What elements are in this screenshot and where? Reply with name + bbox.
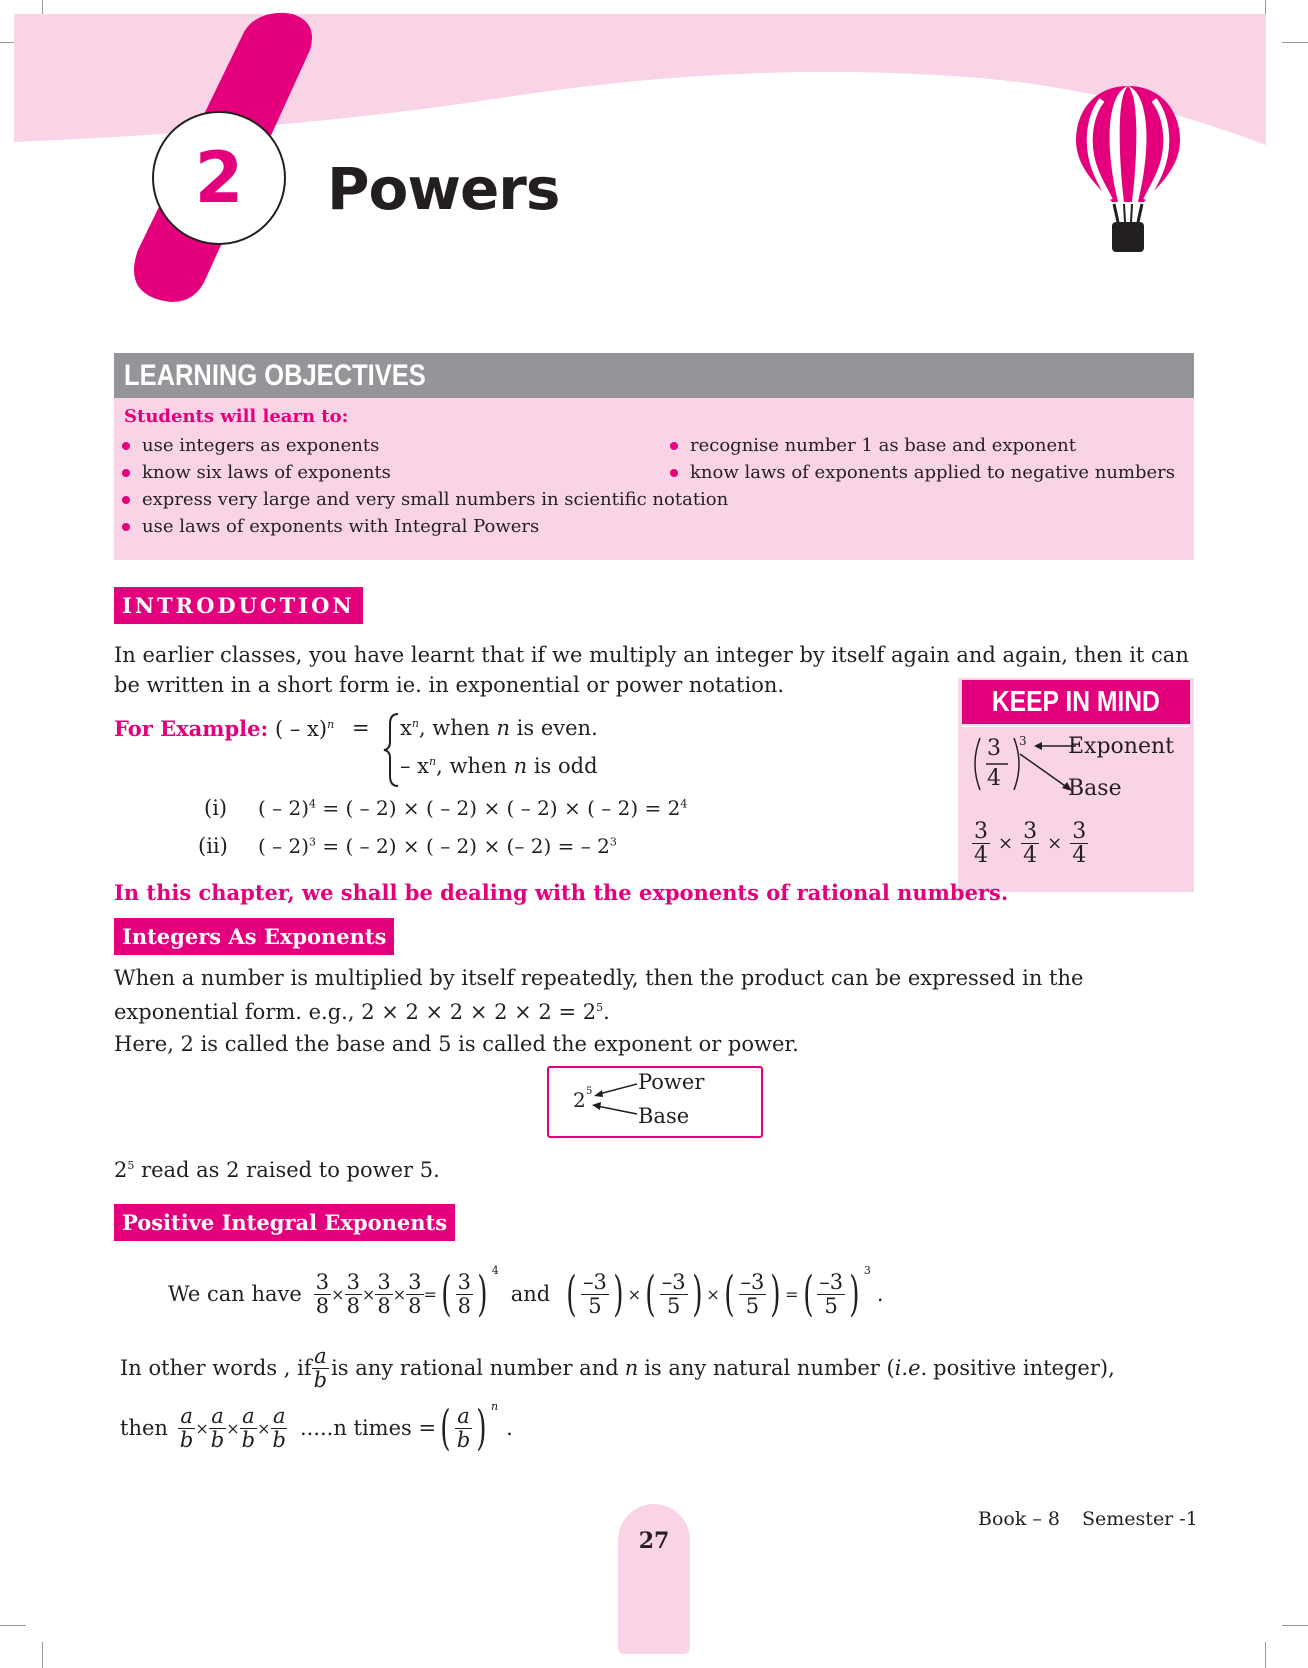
introduction-paragraph: In earlier classes, you have learnt that if we multiply an integer by itself again and again, then it can be written in a short form ie. in exponential or power notation. bbox=[114, 643, 1189, 697]
fraction: $\frac{3}{8}$ bbox=[377, 1270, 391, 1318]
example-ii: ( – 2)$^3$ = ( – 2) × ( – 2) × (– 2) = – $2^3$ bbox=[258, 834, 617, 858]
objectives-panel bbox=[114, 398, 1194, 560]
fraction: $\frac{3}{4}$ bbox=[1072, 819, 1087, 869]
we-can-have-row: We can have $\frac{3}{8}$ × $\frac{3}{8}$ × $\frac{3}{8}$ × $\frac{3}{8}$ = ( $\frac{3}{8}$ ) 4 and ( $\frac{-3}{5}$ ) × ( $\frac{-3}{5}$ ) × ( $\frac{-3}{5}$ ) = ( $\frac{-3}{5}$ ) 3 . bbox=[168, 1264, 884, 1322]
example-line: For Example: ( – x)$^n$ bbox=[114, 716, 335, 741]
bullet-icon bbox=[122, 442, 130, 450]
example-i-label: (i) bbox=[204, 796, 228, 820]
example-ii-label: (ii) bbox=[198, 834, 228, 858]
integers-paragraph: When a number is multiplied by itself repeatedly, then the product can be expressed in the exponential form. e.g., $2 \times 2 \times 2 \times 2 \times 2 = 2^5$. bbox=[114, 966, 1084, 1024]
kim-exponent-label: Exponent bbox=[1068, 734, 1174, 759]
fraction: $\frac{a}{b}$ bbox=[313, 1344, 328, 1392]
list-item: use integers as exponents bbox=[114, 432, 734, 459]
kim-base-label: Base bbox=[1068, 776, 1122, 801]
in-other-words-row: In other words , if $\frac{a}{b}$ is any rational number and n is any natural number ( i.e. positive integer), bbox=[120, 1344, 1115, 1392]
fraction: $\frac{3}{8}$ bbox=[408, 1270, 422, 1318]
box-base-number: 2 bbox=[573, 1088, 586, 1112]
list-item: recognise number 1 as base and exponent bbox=[662, 432, 1192, 459]
list-item: know six laws of exponents bbox=[114, 459, 734, 486]
fraction: $\frac{-3}{5}$ bbox=[583, 1270, 607, 1318]
fraction: $\frac{3}{8}$ bbox=[346, 1270, 360, 1318]
kim-product: $\frac{3}{4}$ × $\frac{3}{4}$ × $\frac{3}{4}$ bbox=[974, 819, 1087, 869]
kim-frac-num: 3 bbox=[987, 736, 1001, 761]
fraction: $\frac{-3}{5}$ bbox=[819, 1270, 844, 1318]
fraction: $\frac{a}{b}$ bbox=[210, 1404, 225, 1452]
page-number: 27 bbox=[638, 1528, 670, 1554]
bullet-icon bbox=[122, 523, 130, 531]
list-item: use laws of exponents with Integral Powers bbox=[114, 513, 734, 540]
case-odd: – $x^n$, when n is odd bbox=[400, 754, 598, 778]
chapter-number-circle bbox=[152, 111, 286, 245]
fraction: $\frac{3}{4}$ bbox=[974, 819, 988, 869]
brace bbox=[382, 712, 402, 788]
footer-book-label: Book – 8 Semester -1 bbox=[978, 1508, 1198, 1530]
keep-in-mind-box bbox=[958, 678, 1194, 892]
fraction: $\frac{3}{4}$ bbox=[1023, 819, 1038, 869]
example-i: ( – 2)$^4$ = ( – 2) × ( – 2) × ( – 2) × ( – $2) = 2^4$ bbox=[258, 796, 688, 820]
objectives-header-bar bbox=[114, 353, 1194, 398]
read-as-line: $2^5$ read as 2 raised to power 5. bbox=[114, 1158, 440, 1182]
chapter-number: 2 bbox=[194, 137, 244, 219]
keep-in-mind-header bbox=[962, 680, 1190, 724]
fraction: $\frac{a}{b}$ bbox=[456, 1404, 471, 1452]
kim-frac-den: 4 bbox=[987, 766, 1001, 791]
fraction: $\frac{3}{8}$ bbox=[315, 1270, 330, 1318]
fraction: $\frac{a}{b}$ bbox=[272, 1404, 286, 1452]
crop-mark bbox=[1282, 1625, 1308, 1626]
bullet-icon bbox=[670, 469, 678, 477]
keep-in-mind-heading: KEEP IN MIND bbox=[991, 685, 1161, 718]
box-exponent: 5 bbox=[586, 1086, 593, 1097]
equals-sign: = bbox=[352, 716, 370, 740]
fraction: $\frac{a}{b}$ bbox=[179, 1404, 194, 1452]
then-row: then $\frac{a}{b}$ × $\frac{a}{b}$ × $\frac{a}{b}$ × $\frac{a}{b}$ .....n times = ( $\frac{a}{b}$ ) n . bbox=[120, 1400, 513, 1456]
introduction-heading: INTRODUCTION bbox=[114, 587, 363, 624]
box-arrows bbox=[589, 1074, 639, 1124]
crop-mark bbox=[1265, 1642, 1266, 1668]
objectives-left-list bbox=[114, 432, 734, 540]
list-item: know laws of exponents applied to negative numbers bbox=[662, 459, 1192, 486]
fraction: $\frac{-3}{5}$ bbox=[740, 1270, 765, 1318]
list-item: express very large and very small numbers in scientific notation bbox=[114, 486, 734, 513]
box-base-label: Base bbox=[638, 1104, 690, 1128]
positive-heading: Positive Integral Exponents bbox=[114, 1204, 455, 1241]
fraction: $\frac{-3}{5}$ bbox=[661, 1270, 686, 1318]
objectives-right-list bbox=[662, 432, 1192, 486]
chapter-note: In this chapter, we shall be dealing with the exponents of rational numbers. bbox=[114, 880, 1009, 905]
objectives-heading: LEARNING OBJECTIVES bbox=[124, 359, 426, 392]
hot-air-balloon-icon bbox=[1072, 82, 1184, 257]
bullet-icon bbox=[122, 496, 130, 504]
integers-heading: Integers As Exponents bbox=[114, 918, 394, 955]
kim-exp: 3 bbox=[1019, 734, 1027, 748]
chapter-title: Powers bbox=[327, 155, 560, 223]
page-number-tab bbox=[618, 1504, 690, 1654]
power-base-box bbox=[547, 1066, 763, 1138]
fraction: $\frac{3}{8}$ bbox=[457, 1270, 472, 1318]
case-even: $x^n$, when n is even. bbox=[400, 716, 598, 740]
base-exponent-paragraph: Here, 2 is called the base and 5 is called the exponent or power. bbox=[114, 1032, 799, 1056]
bullet-icon bbox=[122, 469, 130, 477]
bullet-icon bbox=[670, 442, 678, 450]
crop-mark bbox=[0, 1625, 26, 1626]
fraction: $\frac{a}{b}$ bbox=[241, 1404, 256, 1452]
box-power-label: Power bbox=[638, 1070, 705, 1094]
objectives-intro: Students will learn to: bbox=[124, 406, 349, 427]
crop-mark bbox=[42, 1642, 43, 1668]
